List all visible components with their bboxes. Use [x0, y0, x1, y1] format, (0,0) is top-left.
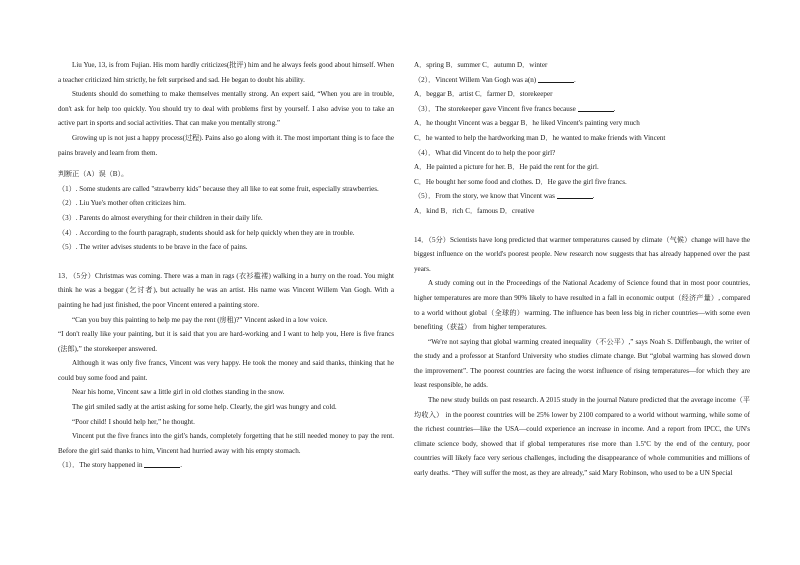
sub-question-2-text: （2）．Vincent Willem Van Gogh was a(n): [414, 75, 537, 84]
blank-suffix: .: [592, 192, 595, 201]
passage-paragraph: Vincent put the five francs into the girl's hands, completely forgetting that he still needed money to pay the rent. Before the girl said thanks to him, Vincent had hurried away with his empty stomach.: [58, 432, 394, 455]
passage-paragraph: Although it was only five francs, Vincent was very happy. He took the money and said thanks, thinking that he could buy some food and paint.: [58, 359, 394, 382]
sub-question-5-text: （5）．From the story, we know that Vincent was: [414, 192, 555, 201]
option-line: C．he wanted to help the hardworking man D．he wanted to make friends with Vincent: [414, 133, 666, 142]
answer-blank[interactable]: [557, 190, 593, 199]
option-line: A．He painted a picture for her. B．He paid the rent for the girl.: [414, 163, 599, 172]
sub-question-3-text: （3）．The storekeeper gave Vincent five francs because: [414, 104, 576, 113]
sub-question-3: [414, 102, 750, 117]
passage-paragraph: “Poor child! I should help her,” he thought.: [72, 417, 195, 426]
true-false-item: （2）. Liu Yue's mother often criticizes him.: [58, 199, 186, 208]
answer-blank[interactable]: [538, 74, 574, 83]
blank-suffix: .: [573, 75, 576, 84]
option-line: A．spring B．summer C．autumn D．winter: [414, 61, 548, 69]
question-14-passage: 14．（5分）Scientists have long predicted that warmer temperatures caused by climate（气候）change will have the biggest influence on the world's poorest people. New research now suggests that has already happened over the past years.: [414, 235, 750, 273]
passage-paragraph: Near his home, Vincent saw a little girl in old clothes standing in the snow.: [72, 388, 285, 397]
passage-paragraph: “I don't really like your painting, but it is said that you are hard-working and I want to help you, Here is five francs (法郎),” the storekeeper answered.: [58, 330, 394, 353]
true-false-item: （1）. Some students are called "strawberry kids" because they all like to eat some fruit, especially strawberries.: [58, 184, 379, 193]
passage-paragraph: Students should do something to make themselves mentally strong. An expert said, “When you are in trouble, don't ask for help too quickly. You should try to deal with problems first by yourself. I also advise you to take an active part in sports and social activities. That can make you mentally strong.”: [58, 90, 394, 128]
option-line: C．He bought her some food and clothes. D．He gave the girl five francs.: [414, 177, 627, 186]
sub-question-2: [414, 73, 750, 88]
passage-paragraph: A study coming out in the Proceedings of the National Academy of Science found that in most poor countries, higher temperatures are more than 90% likely to have resulted in a fall in economic output（经济产量）, compared to a world without global（全球的）warming. The influence has been less big in richer countries—with some even benefiting（获益） from higher temperatures.: [414, 279, 750, 332]
option-line: A．beggar B．artist C．farmer D．storekeeper: [414, 90, 553, 99]
blank-suffix: .: [180, 461, 183, 470]
sub-question-1: [58, 458, 394, 473]
true-false-item: （3）. Parents do almost everything for their children in their daily life.: [58, 213, 263, 222]
left-column: [58, 58, 394, 473]
passage-paragraph: Growing up is not just a happy process(过程). Pains also go along with it. The most important thing is to face the pains bravely and learn from them.: [58, 133, 394, 157]
right-column: [414, 58, 750, 481]
true-false-item: （4）. According to the fourth paragraph, students should ask for help quickly when they are in trouble.: [58, 228, 355, 237]
question-13-passage: 13．（5分）Christmas was coming. There was a man in rags (衣衫褴褛) walking in a hurry on the road. You might think he was a beggar (乞讨者), but actually he was an artist. His name was Vincent Willem Van Gogh. With a painting he had just finished, the poor Vincent entered a painting store.: [58, 271, 394, 309]
true-false-header: 判断正（A）误（B）。: [58, 170, 129, 179]
passage-paragraph: The new study builds on past research. A 2015 study in the journal Nature predicted that the average income（平均收入） in the poorest countries will be 25% lower by 2100 compared to a world without warming, while some of the richest countries—like the USA—could experience an increase in income. And a report from IPCC, the UN's climate science body, showed that if global temperatures rise more than 1.5ºC by the end of the century, poor countries will likely face very serious challenges, including the disappearance of whole communities and millions of early deaths. “They will suffer the most, as they are already,” said Mary Robinson, who used to be a UN Special: [414, 396, 750, 478]
sub-question-4: （4）．What did Vincent do to help the poor girl?: [414, 148, 556, 157]
blank-suffix: .: [613, 104, 616, 113]
option-line: A．kind B．rich C．famous D．creative: [414, 206, 535, 215]
passage-paragraph: Liu Yue, 13, is from Fujian. His mom hardly criticizes(批评) him and he always feels good about himself. When a teacher criticized him strictly, he felt surprised and sad. He began to doubt his ability.: [58, 61, 394, 84]
sub-question-1-text: （1）．The story happened in: [58, 461, 143, 470]
passage-paragraph: “Can you buy this painting to help me pay the rent (房租)?” Vincent asked in a low voice.: [72, 315, 328, 324]
passage-paragraph: “We're not saying that global warming created inequality（不公平）,” says Noah S. Diffenbaugh, the writer of the study and a professor at Stanford University who studies climate change. But “global warming has slowed down the improvement”. The poorest countries are facing the worst influence of rising temperatures—for which they are least responsible, he adds.: [414, 337, 750, 390]
passage-paragraph: The girl smiled sadly at the artist asking for some help. Clearly, the girl was hungry and cold.: [72, 403, 337, 412]
option-line: A．he thought Vincent was a beggar B．he liked Vincent's painting very much: [414, 119, 640, 128]
answer-blank[interactable]: [144, 459, 183, 470]
sub-question-5: [414, 189, 750, 204]
answer-blank[interactable]: [578, 103, 614, 112]
true-false-item: （5）. The writer advises students to be brave in the face of pains.: [58, 243, 248, 252]
